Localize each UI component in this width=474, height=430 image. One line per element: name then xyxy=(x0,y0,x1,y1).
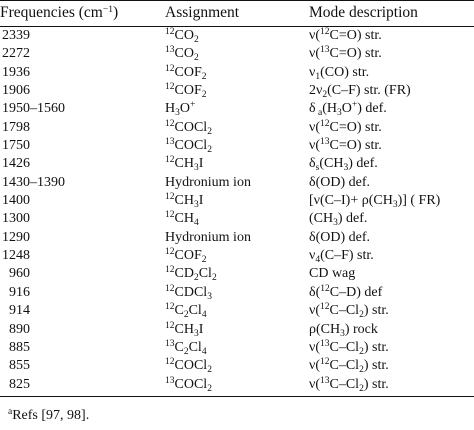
text-segment: O xyxy=(179,101,190,117)
text-sup: 12 xyxy=(165,283,175,294)
text-segment: CH xyxy=(174,156,194,172)
assignment-cell xyxy=(165,192,203,210)
text-segment: COF xyxy=(174,83,202,99)
text-sub: 3 xyxy=(175,108,180,119)
assignment-cell xyxy=(165,302,207,320)
text-segment: CH xyxy=(174,321,194,337)
assignment-cell xyxy=(165,210,199,228)
text-sub: 2 xyxy=(201,71,207,82)
table-row xyxy=(0,229,474,247)
text-sup: + xyxy=(351,100,358,111)
text-sub: 2 xyxy=(359,346,364,357)
text-segment: ) str. xyxy=(363,358,389,374)
header-mode-description: Mode description xyxy=(309,4,418,21)
text-segment: C–D) def xyxy=(329,284,383,300)
text-sub: 2 xyxy=(193,35,199,45)
text-sub: 3 xyxy=(336,108,342,119)
assignment-cell xyxy=(165,119,212,137)
text-sub: 3 xyxy=(193,163,199,174)
frequency-cell: 1936 xyxy=(2,64,30,80)
text-sub: 2 xyxy=(201,255,207,266)
text-sub: a xyxy=(315,108,323,119)
assignment-cell xyxy=(165,137,212,155)
text-segment: ) rock xyxy=(344,321,378,337)
text-segment: CDCl xyxy=(174,284,208,300)
assignment-cell xyxy=(165,376,212,394)
assignment-cell xyxy=(165,284,212,302)
table-row xyxy=(0,82,474,100)
text-segment: ) def. xyxy=(357,101,387,117)
text-sup: 13 xyxy=(165,338,175,349)
mode-description-cell xyxy=(309,339,389,357)
text-segment: (CH xyxy=(309,211,334,227)
text-sup: 12 xyxy=(165,118,175,129)
text-sub: 2 xyxy=(207,126,212,137)
text-segment: Hydronium ion xyxy=(165,229,251,245)
table-row xyxy=(0,265,474,283)
text-segment: ν( xyxy=(309,303,320,319)
text-segment: ν( xyxy=(309,358,320,374)
text-segment: C–Cl xyxy=(329,358,360,374)
mode-description-cell xyxy=(309,82,411,100)
text-segment: ) str. xyxy=(363,303,389,319)
text-segment: CD wag xyxy=(309,266,356,282)
text-sup: 12 xyxy=(320,283,330,294)
assignment-cell xyxy=(165,27,199,45)
text-sup: 12 xyxy=(320,118,330,129)
frequency-cell: 1248 xyxy=(2,248,30,264)
text-sup: 12 xyxy=(165,155,175,166)
mode-description-cell xyxy=(309,45,382,63)
assignment-cell xyxy=(165,339,207,357)
mode-description-cell xyxy=(309,284,382,302)
assignment-cell xyxy=(165,45,199,63)
text-segment: O xyxy=(341,101,352,117)
frequency-cell: 1290 xyxy=(2,229,30,245)
text-segment: C–Cl xyxy=(329,303,360,319)
text-segment: I xyxy=(198,156,204,172)
text-segment: ν( xyxy=(309,28,320,43)
text-sub: 2 xyxy=(193,273,199,284)
mode-description-cell xyxy=(309,229,370,247)
header-assignment: Assignment xyxy=(165,4,240,21)
text-sup: 12 xyxy=(165,63,175,74)
mode-description-cell xyxy=(309,137,382,155)
text-sub: 3 xyxy=(333,218,338,229)
text-sub: 2 xyxy=(193,53,199,64)
frequency-cell: 1906 xyxy=(2,83,30,99)
text-sub: 3 xyxy=(207,291,212,302)
frequency-cell: 1400 xyxy=(2,193,30,209)
text-sub: 4 xyxy=(201,346,207,357)
text-sub: 3 xyxy=(392,200,398,211)
assignment-cell xyxy=(165,229,251,247)
table-row xyxy=(0,64,474,82)
text-sub: 3 xyxy=(193,200,199,211)
text-segment: (C–F) str. xyxy=(320,248,374,264)
text-segment: (H xyxy=(322,101,337,117)
frequency-cell: 1950–1560 xyxy=(2,101,65,117)
text-sub: 2 xyxy=(183,346,189,357)
frequency-cell: 916 xyxy=(9,284,30,300)
mode-description-cell xyxy=(309,357,389,375)
text-sub: 2 xyxy=(359,365,364,376)
frequency-cell: 1750 xyxy=(2,138,30,154)
text-segment: COF xyxy=(174,64,202,80)
text-sup: 12 xyxy=(165,27,175,37)
frequency-cell: 960 xyxy=(9,266,30,282)
text-sup: 12 xyxy=(320,302,330,313)
text-segment: H xyxy=(165,101,176,117)
text-segment: Cl xyxy=(188,339,202,355)
assignment-cell xyxy=(165,64,206,82)
frequency-cell: 825 xyxy=(9,376,30,392)
text-segment: δ( xyxy=(309,284,321,300)
text-segment: δ xyxy=(309,156,316,172)
frequency-cell: 855 xyxy=(9,358,30,374)
text-sup: 13 xyxy=(320,375,330,386)
table-row xyxy=(0,321,474,339)
text-sub: s xyxy=(315,163,320,174)
text-sub: 2 xyxy=(322,90,328,101)
text-segment: C=O) str. xyxy=(329,28,382,43)
header-frequencies-text: Frequencies (cm xyxy=(0,4,103,21)
assignment-cell xyxy=(165,155,203,173)
text-segment: C=O) str. xyxy=(329,138,382,154)
assignment-cell xyxy=(165,265,217,283)
text-segment: ν( xyxy=(309,339,320,355)
text-segment: Hydronium ion xyxy=(165,174,251,190)
text-sub: 2 xyxy=(207,365,212,376)
text-segment: ρ(CH xyxy=(309,321,341,337)
text-sup: 12 xyxy=(165,302,175,313)
text-segment: COCl xyxy=(174,358,208,374)
text-segment: )] ( FR) xyxy=(397,193,441,209)
text-segment: ν( xyxy=(309,119,320,135)
text-segment: CD xyxy=(174,266,194,282)
text-segment: δ(OD) def. xyxy=(309,174,371,190)
assignment-cell xyxy=(165,100,195,118)
table-row xyxy=(0,284,474,302)
text-segment: [ν(C–I)+ ρ(CH xyxy=(309,193,393,209)
text-segment: COF xyxy=(174,248,202,264)
header-frequencies xyxy=(0,3,118,23)
table-row xyxy=(0,119,474,137)
text-sup: 12 xyxy=(165,357,175,368)
text-sub: 2 xyxy=(359,383,364,394)
text-segment: I xyxy=(198,321,204,337)
text-sub: 2 xyxy=(201,90,207,101)
bottom-rule xyxy=(0,396,474,397)
text-segment: C–Cl xyxy=(329,376,360,392)
text-segment: CO xyxy=(174,46,194,62)
header-frequencies-unit-exponent: −1 xyxy=(102,5,113,15)
text-sub: 3 xyxy=(340,328,345,339)
assignment-cell xyxy=(165,321,203,339)
text-segment: ) def. xyxy=(337,211,368,227)
frequency-cell: 890 xyxy=(9,321,30,337)
text-sup: 12 xyxy=(165,320,175,331)
table-row xyxy=(0,137,474,155)
text-segment: C–Cl xyxy=(329,339,360,355)
text-sub: 3 xyxy=(343,163,349,174)
mode-description-cell xyxy=(309,119,382,137)
text-segment: I xyxy=(198,193,204,209)
text-sup: 13 xyxy=(165,375,175,386)
footnote-text: Refs [97, 98]. xyxy=(12,408,90,423)
assignment-cell xyxy=(165,174,251,192)
text-segment: ) def. xyxy=(348,156,378,172)
text-sub: 2 xyxy=(207,145,212,156)
table-body xyxy=(0,27,474,394)
header-frequencies-close: ) xyxy=(112,4,119,21)
text-segment: δ(OD) def. xyxy=(309,229,371,245)
text-segment: C=O) str. xyxy=(329,46,382,62)
text-segment: (C–F) str. (FR) xyxy=(327,83,411,99)
frequency-cell: 2339 xyxy=(2,28,30,43)
mode-description-cell xyxy=(309,155,378,173)
text-sup: 12 xyxy=(165,247,175,258)
text-segment: ν xyxy=(309,64,316,80)
text-segment: CH xyxy=(174,193,194,209)
mode-description-cell xyxy=(309,321,378,339)
text-segment: ) str. xyxy=(363,376,389,392)
text-segment: C xyxy=(174,303,184,319)
table-row xyxy=(0,302,474,320)
text-segment: COCl xyxy=(174,138,208,154)
text-sub: 2 xyxy=(183,310,189,321)
text-sup: 12 xyxy=(320,357,330,368)
text-sub: 3 xyxy=(193,328,199,339)
text-sup: 13 xyxy=(320,137,330,148)
mode-description-cell xyxy=(309,100,387,118)
table-row xyxy=(0,27,474,45)
frequency-cell: 1300 xyxy=(2,211,30,227)
table-row xyxy=(0,45,474,63)
mode-description-cell xyxy=(309,27,382,45)
assignment-cell xyxy=(165,247,206,265)
text-sup: 13 xyxy=(320,45,330,56)
text-sub: 4 xyxy=(315,255,321,266)
text-segment: ) str. xyxy=(363,339,389,355)
text-sup: 12 xyxy=(165,210,175,221)
table-row xyxy=(0,339,474,357)
table-row xyxy=(0,174,474,192)
mode-description-cell xyxy=(309,376,389,394)
frequency-cell: 2272 xyxy=(2,46,30,62)
frequency-cell: 1430–1390 xyxy=(2,174,65,190)
text-segment: ν( xyxy=(309,138,320,154)
text-sup: 12 xyxy=(165,265,175,276)
table-row xyxy=(0,155,474,173)
text-segment: 2ν xyxy=(309,83,323,99)
text-segment: COCl xyxy=(174,119,208,135)
frequency-cell: 885 xyxy=(9,339,30,355)
text-segment: (CH xyxy=(319,156,344,172)
text-segment: ν xyxy=(309,248,316,264)
top-rule xyxy=(0,0,474,1)
table-row xyxy=(0,376,474,394)
text-sub: 2 xyxy=(207,383,212,394)
text-segment: C=O) str. xyxy=(329,119,382,135)
text-sup: + xyxy=(190,100,196,111)
mode-description-cell xyxy=(309,265,355,283)
text-sup: 13 xyxy=(165,45,175,56)
text-sup: 13 xyxy=(165,137,175,148)
text-segment: (CO) str. xyxy=(320,64,370,80)
frequency-cell: 1798 xyxy=(2,119,30,135)
frequency-cell: 914 xyxy=(9,303,30,319)
table-row xyxy=(0,100,474,118)
mode-description-cell xyxy=(309,302,389,320)
text-sup: 13 xyxy=(320,338,330,349)
mode-description-cell xyxy=(309,64,369,82)
text-segment: Cl xyxy=(198,266,212,282)
assignment-cell xyxy=(165,82,206,100)
text-sub: 1 xyxy=(315,71,321,82)
text-sup: 12 xyxy=(165,82,175,93)
mode-description-cell xyxy=(309,174,370,192)
text-sup: 12 xyxy=(320,27,330,37)
text-sub: 4 xyxy=(201,310,207,321)
footnote-marker: a xyxy=(8,407,13,417)
frequency-cell: 1426 xyxy=(2,156,30,172)
text-segment: CO xyxy=(174,28,194,43)
mode-description-cell xyxy=(309,192,440,210)
text-segment: ν( xyxy=(309,46,320,62)
table-row xyxy=(0,192,474,210)
text-segment: Cl xyxy=(188,303,202,319)
text-segment: COCl xyxy=(174,376,208,392)
mode-description-cell xyxy=(309,210,367,228)
table-row xyxy=(0,210,474,228)
assignment-cell xyxy=(165,357,212,375)
text-segment: ν( xyxy=(309,376,320,392)
text-segment: C xyxy=(174,339,184,355)
text-sub: 4 xyxy=(193,218,199,229)
text-sub: 2 xyxy=(211,273,217,284)
text-segment: CH xyxy=(174,211,194,227)
footnote xyxy=(8,407,89,425)
text-segment: δ xyxy=(309,101,316,117)
text-sub: 2 xyxy=(359,310,364,321)
table-row xyxy=(0,357,474,375)
mode-description-cell xyxy=(309,247,374,265)
table-row xyxy=(0,247,474,265)
text-sup: 12 xyxy=(165,192,175,203)
